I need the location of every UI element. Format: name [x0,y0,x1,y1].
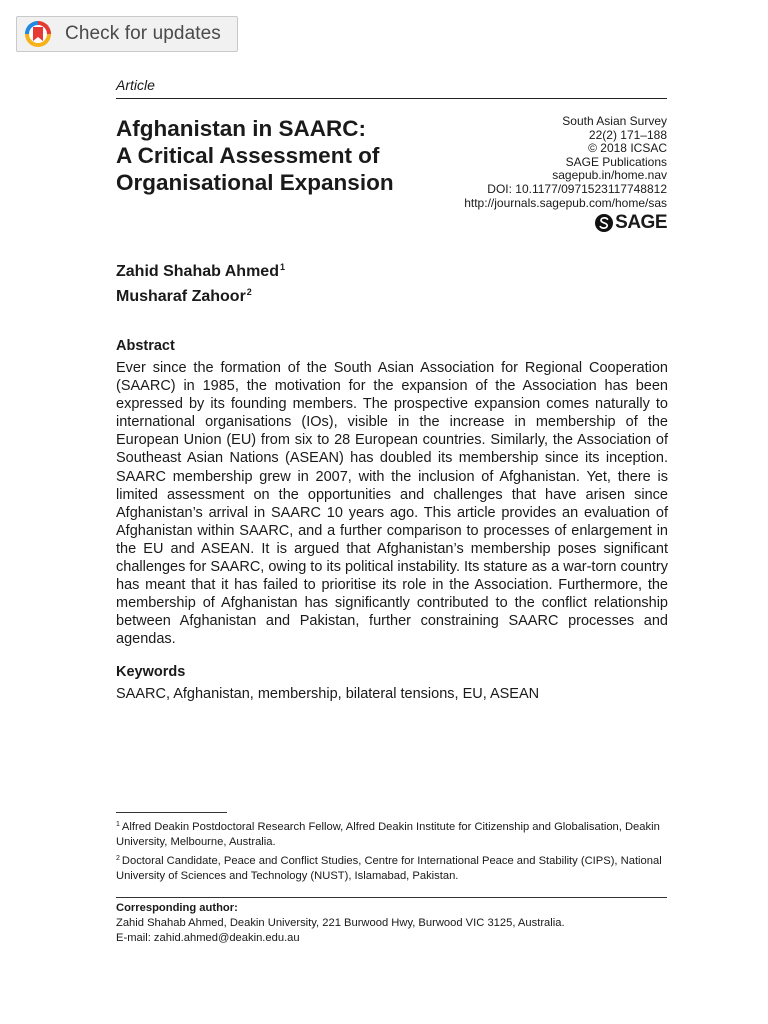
sage-logo [594,212,667,234]
footnote-text: Alfred Deakin Postdoctoral Research Fellow, Alfred Deakin Institute for Citizenship and Globalisation, Deakin University, Melbourne, Australia. [116,821,660,848]
corresponding-email-link[interactable]: E-mail: zahid.ahmed@deakin.edu.au [116,932,300,944]
footnote-text: Doctoral Candidate, Peace and Conflict Studies, Centre for International Peace and Stability (CIPS), National University of Sciences and Technology (NUST), Islamabad, Pakistan. [116,855,662,882]
sage-logo-text: SAGE [615,212,667,233]
abstract-heading: Abstract [116,338,175,354]
footnote-mark: 2 [116,855,120,862]
footnotes [116,817,671,885]
title-line: Organisational Expansion [116,170,394,195]
footnote [116,817,671,850]
corresponding-address: Zahid Shahab Ahmed, Deakin University, 221 Burwood Hwy, Burwood VIC 3125, Australia. [116,917,565,929]
author-name: Musharaf Zahoor [116,288,246,305]
author-affiliation-mark: 2 [246,287,252,297]
author-list [116,257,285,307]
sage-emblem-icon [594,213,614,233]
article-title [116,115,456,196]
check-for-updates-button[interactable] [16,16,238,52]
journal-url-link[interactable]: http://journals.sagepub.com/home/sas [464,195,667,210]
header-divider [116,98,667,99]
article-type: Article [116,77,155,93]
author [116,257,285,282]
author [116,282,285,307]
check-for-updates-label: Check for updates [65,23,221,44]
footnote [116,851,671,884]
journal-publisher: SAGE Publications [565,154,667,169]
bookmark-badge-icon [23,19,53,49]
title-line: A Critical Assessment of [116,143,380,168]
journal-doi-link[interactable]: DOI: 10.1177/0971523117748812 [487,181,667,196]
corresponding-author [116,901,565,946]
corresponding-divider [116,897,667,898]
journal-volume: 22(2) 171–188 [588,127,667,142]
journal-name: South Asian Survey [562,114,667,128]
author-affiliation-mark: 1 [279,262,285,272]
title-line: Afghanistan in SAARC: [116,116,366,141]
keywords-heading: Keywords [116,664,186,680]
abstract-text: Ever since the formation of the South Asian Association for Regional Cooperation (SAARC) in 1985, the motivation for the expansion of the Association has been expressed by its founding members. The prospective expansion comes naturally to international organisations (IOs), visible in the increase in membership of the European Union (EU) from six to 28 European countries. Similarly, the Association of Southeast Asian Nations (ASEAN) has doubled its membership since its inception. SAARC membership grew in 2007, with the inclusion of Afghanistan. Yet, there is limited assessment on the opportunities and challenges that have arisen since Afghanistan’s arrival in SAARC 10 years ago. This article provides an evaluation of Afghanistan within SAARC, and a further comparison to processes of enlargement in the EU and ASEAN. It is argued that Afghanistan’s membership poses significant challenges for SAARC, owing to its political instability. Its stature as a war-torn country has meant that it has failed to prioritise its role in the Association. Furthermore, the membership of Afghanistan has significantly contributed to the conflict relationship between Afghanistan and Pakistan, further constraining SAARC processes and agendas. [116,360,668,648]
journal-info [464,115,667,210]
keywords-text: SAARC, Afghanistan, membership, bilateral tensions, EU, ASEAN [116,686,540,702]
footnote-divider [116,812,227,813]
corresponding-heading: Corresponding author: [116,902,238,914]
footnote-mark: 1 [116,821,120,828]
journal-site-link[interactable]: sagepub.in/home.nav [552,168,667,183]
journal-copyright: © 2018 ICSAC [588,141,667,156]
author-name: Zahid Shahab Ahmed [116,263,279,280]
